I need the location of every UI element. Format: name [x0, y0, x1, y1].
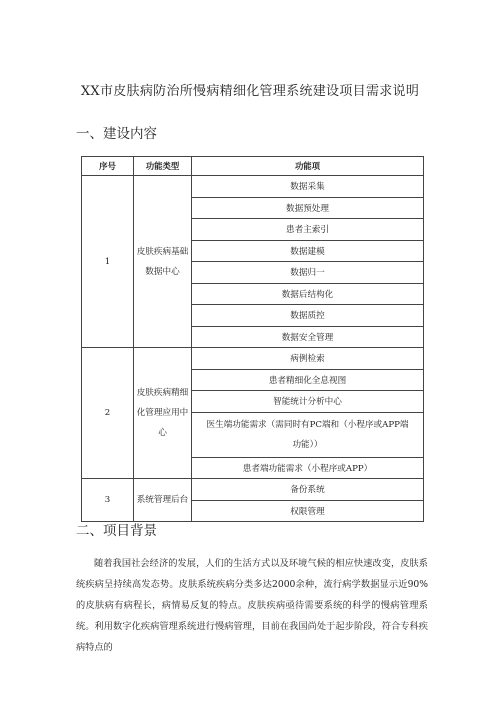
function-item: 数据安全管理 [192, 326, 424, 348]
function-item: 患者端功能需求（小程序或APP） [192, 457, 424, 479]
function-item: 数据建模 [192, 240, 424, 262]
requirements-table [81, 156, 424, 522]
function-item: 数据预处理 [192, 197, 424, 219]
function-item: 病例检索 [192, 348, 424, 370]
function-item: 权限管理 [192, 500, 424, 522]
function-item: 智能统计分析中心 [192, 391, 424, 413]
background-text: 随着我国社会经济的发展，人们的生活方式以及环境气候的相应快速改变，皮肤系统疾病呈持续高发态势。皮肤系统疾病分类多达2000余种，流行病学数据显示近90%的皮肤病有病程长，病情易反复的特点。皮肤疾病亟待需要系统的科学的慢病管理系统。利用数字化疾病管理系统进行慢病管理，目前在我国尚处于起步阶段，符合专科疾病特点的 [76, 558, 428, 653]
row-number: 3 [82, 479, 134, 522]
function-item: 数据归一 [192, 262, 424, 284]
function-item: 数据质控 [192, 305, 424, 327]
header-item: 功能项 [192, 157, 424, 176]
function-item: 备份系统 [192, 479, 424, 501]
table-row [82, 479, 424, 501]
header-no: 序号 [82, 157, 134, 176]
document-title: XX市皮肤病防治所慢病精细化管理系统建设项目需求说明 [80, 84, 420, 99]
table-row [82, 176, 424, 198]
function-item: 数据后结构化 [192, 283, 424, 305]
background-paragraph [76, 553, 428, 658]
function-type: 皮肤疾病基础数据中心 [134, 176, 192, 348]
section-heading-content: 一、建设内容 [76, 126, 157, 142]
function-type: 皮肤疾病精细化管理应用中心 [134, 348, 192, 479]
function-item: 患者主索引 [192, 219, 424, 241]
header-type: 功能类型 [134, 157, 192, 176]
function-item: 数据采集 [192, 176, 424, 198]
function-type: 系统管理后台 [134, 479, 192, 522]
row-number: 1 [82, 176, 134, 348]
table-row [82, 348, 424, 370]
function-item: 医生端功能需求（需同时有PC端和（小程序或APP端功能）） [192, 412, 424, 457]
section-heading-background: 二、项目背景 [76, 523, 157, 539]
row-number: 2 [82, 348, 134, 479]
table-header-row [82, 157, 424, 176]
function-item: 患者精细化全息视图 [192, 369, 424, 391]
